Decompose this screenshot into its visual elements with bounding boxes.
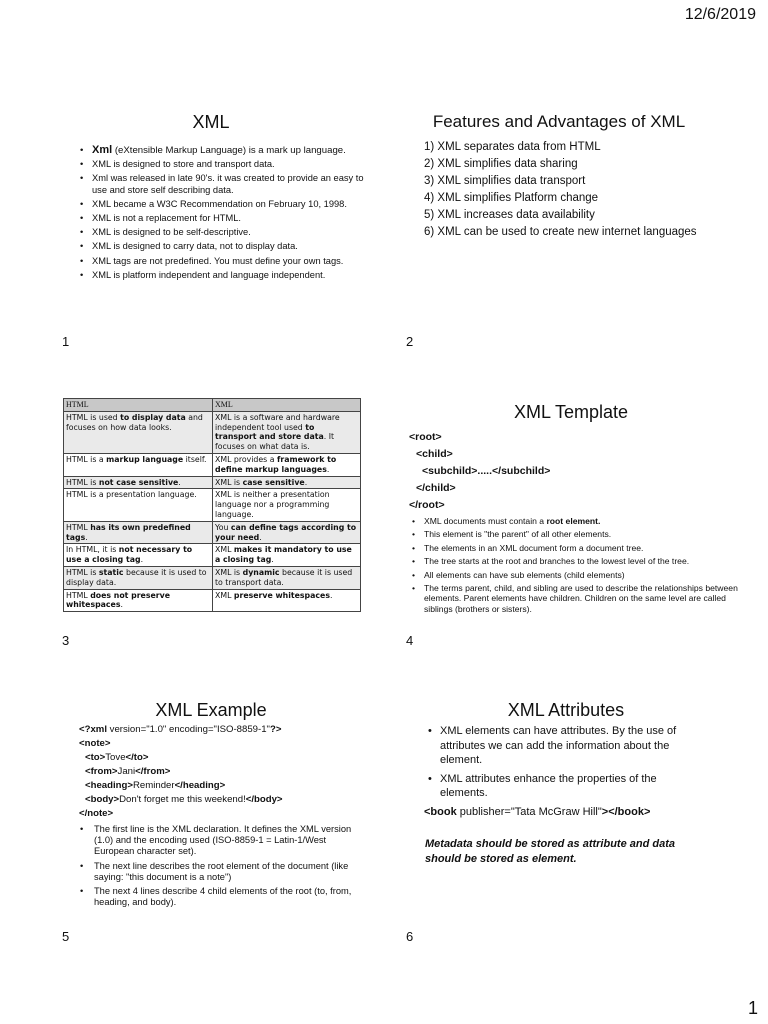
list-item: • XML attributes enhance the properties of the elements. — [424, 772, 702, 801]
slide-6 — [388, 700, 760, 1000]
slide-4-title: XML Template — [513, 402, 629, 422]
list-item: • The terms parent, child, and sibling are used to describe the relationships between elements. Parent elements have children. Children on the same level are called siblings (brothers or sisters). — [408, 583, 742, 614]
page-number: 1 — [747, 998, 758, 1018]
slide-6-bullets — [424, 724, 702, 801]
table-row: HTML has its own predefined tags. You can define tags according to your need. — [64, 521, 361, 544]
list-item: • XML is designed to be self-descriptive. — [76, 227, 364, 238]
table-row: In HTML, it is not necessary to use a closing tag. XML makes it mandatory to use a closing tag. — [64, 544, 361, 567]
slide-3-number: 3 — [62, 633, 70, 648]
list-item: • XML is not a replacement for HTML. — [76, 213, 364, 224]
list-item: • XML is designed to store and transport data. — [76, 159, 364, 170]
list-item: • XML became a W3C Recommendation on February 10, 1998. — [76, 199, 364, 210]
list-item: • Xml (eXtensible Markup Language) is a mark up language. — [76, 145, 364, 156]
slide-1-title: XML — [192, 112, 230, 132]
list-item: • The tree starts at the root and branches to the lowest level of the tree. — [408, 556, 702, 566]
slide-1 — [20, 112, 392, 412]
list-item: • XML elements can have attributes. By the use of attributes we can add the information about the element. — [424, 724, 702, 768]
slide-4-bullets — [408, 516, 738, 614]
column-header-xml: XML — [213, 399, 361, 412]
list-item: 6) XML can be used to create new internet languages — [424, 226, 697, 238]
list-item: • XML documents must contain a root element. — [408, 516, 702, 526]
xml-example-code: <?xml version="1.0" encoding="ISO-8859-1"?> <note> <to>Tove</to> <from>Jani</from> <heading>Reminder</heading> <body>Don't forget me this weekend!</body> </note> — [79, 724, 283, 819]
list-item: • XML is designed to carry data, not to display data. — [76, 241, 364, 252]
slide-6-number: 6 — [406, 929, 414, 944]
list-item: 3) XML simplifies data transport — [424, 175, 586, 187]
list-item: • All elements can have sub elements (child elements) — [408, 570, 702, 580]
table-row: HTML is a presentation language. XML is neither a presentation language nor a programming language. — [64, 489, 361, 521]
table-row: HTML is not case sensitive. XML is case sensitive. — [64, 476, 361, 489]
slide-5-title: XML Example — [155, 700, 267, 720]
document-date: 12/6/2019 — [684, 6, 756, 23]
list-item: • The first line is the XML declaration. It defines the XML version (1.0) and the encoding used (ISO-8859-1 = Latin-1/West European character set). — [76, 824, 362, 858]
list-item: • The next 4 lines describe 4 child elements of the root (to, from, heading, and body). — [76, 886, 362, 908]
slide-2-number: 2 — [406, 334, 414, 349]
template-code: <root> <child> <subchild>.....</subchild> </child> </root> — [409, 431, 551, 511]
list-item: • XML tags are not predefined. You must define your own tags. — [76, 256, 364, 267]
list-item: • Xml was released in late 90's. it was created to provide an easy to use and store self describing data. — [76, 173, 364, 195]
table-row: HTML is static because it is used to display data. XML is dynamic because it is used to transport data. — [64, 566, 361, 589]
slide-5 — [20, 700, 392, 1000]
table-row: HTML does not preserve whitespaces. XML preserve whitespaces. — [64, 589, 361, 612]
slide-5-number: 5 — [62, 929, 70, 944]
comparison-table — [63, 398, 361, 612]
list-item: 1) XML separates data from HTML — [424, 141, 601, 153]
list-item: • The next line describes the root element of the document (like saying: "this document is a note") — [76, 861, 362, 883]
slide-1-number: 1 — [62, 334, 70, 349]
list-item: • XML is platform independent and language independent. — [76, 270, 364, 281]
slide-5-bullets — [76, 824, 362, 908]
list-item: • This element is "the parent" of all other elements. — [408, 529, 702, 539]
slide-1-bullets — [76, 145, 364, 281]
metadata-note: Metadata should be stored as attribute and data should be stored as element. — [425, 837, 675, 865]
table-header-row — [64, 399, 361, 412]
column-header-html: HTML — [64, 399, 213, 412]
slide-4 — [388, 402, 760, 702]
slide-3 — [63, 398, 435, 698]
slide-6-title: XML Attributes — [507, 700, 625, 720]
list-item: 4) XML simplifies Platform change — [424, 192, 599, 204]
table-row: HTML is used to display data and focuses on how data looks. XML is a software and hardware independent tool used to transport and store data. It focuses on what data is. — [64, 411, 361, 453]
slide-2-list — [424, 140, 720, 239]
book-example: <book publisher="Tata McGraw Hill"></book> — [424, 805, 651, 818]
list-item: 5) XML increases data availability — [424, 209, 595, 221]
slide-2 — [388, 112, 760, 412]
list-item: • The elements in an XML document form a document tree. — [408, 543, 702, 553]
slide-2-title: Features and Advantages of XML — [432, 112, 686, 131]
table-row: HTML is a markup language itself. XML provides a framework to define markup languages. — [64, 453, 361, 476]
slide-4-number: 4 — [406, 633, 414, 648]
list-item: 2) XML simplifies data sharing — [424, 158, 578, 170]
